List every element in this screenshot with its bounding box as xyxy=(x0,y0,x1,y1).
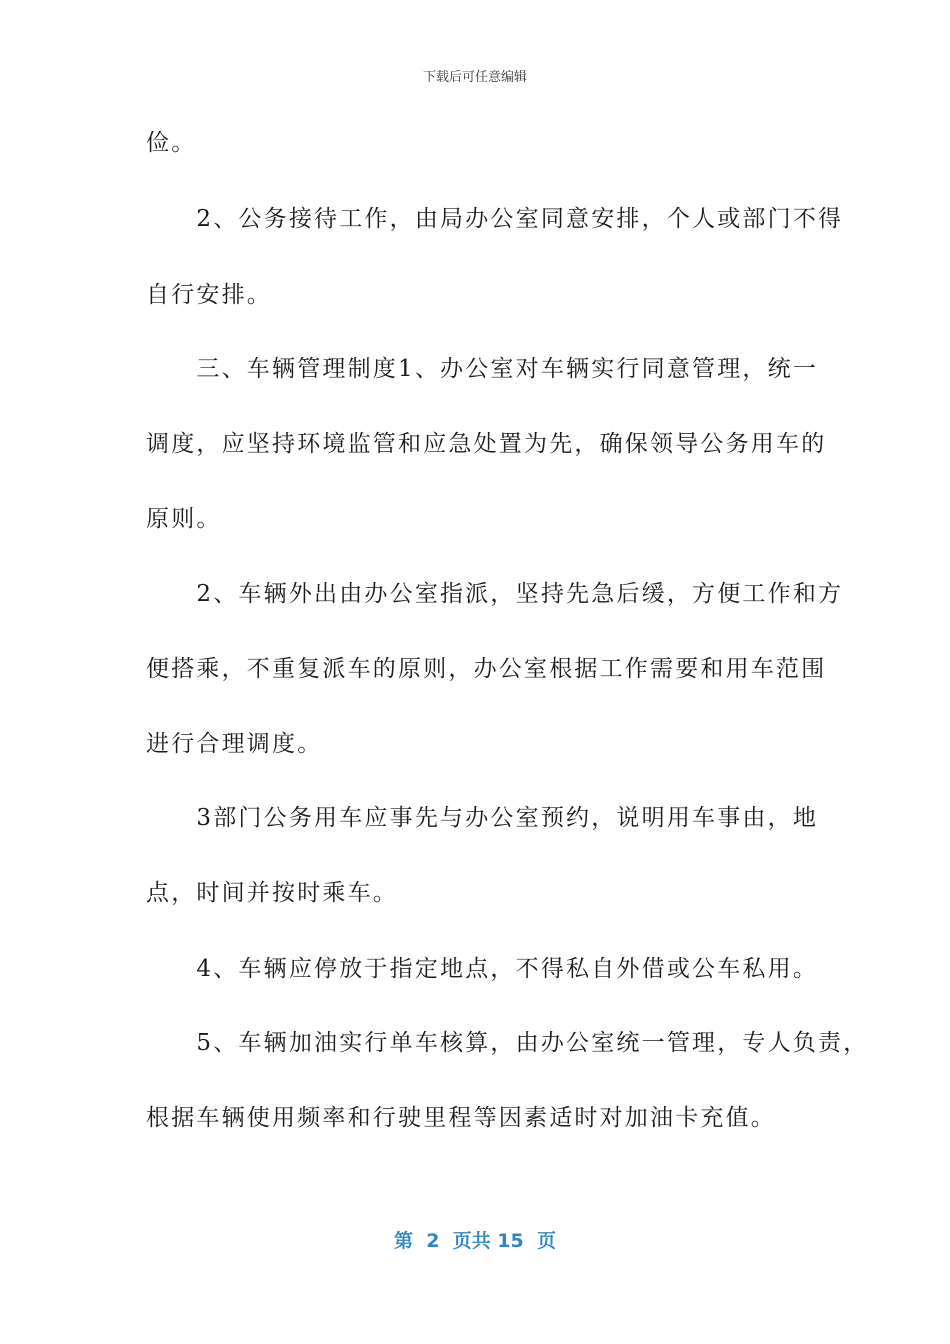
text-line: 2、公务接待工作，由局办公室同意安排，个人或部门不得 xyxy=(146,206,844,232)
text-line: 俭。 xyxy=(146,130,197,156)
text-line: 自行安排。 xyxy=(146,282,272,308)
text-line: 根据车辆使用频率和行驶里程等因素适时对加油卡充值。 xyxy=(146,1105,776,1131)
page-number: 第 2 页共 15 页 xyxy=(394,1230,556,1252)
text-line: 进行合理调度。 xyxy=(146,731,323,757)
text-line: 点，时间并按时乘车。 xyxy=(146,880,398,906)
page-header: 下载后可任意编辑 xyxy=(422,70,527,85)
text-line: 便搭乘，不重复派车的原则，办公室根据工作需要和用车范围 xyxy=(146,656,827,682)
text-line: 5、车辆加油实行单车核算，由办公室统一管理，专人负责， xyxy=(146,1030,869,1056)
text-line: 3部门公务用车应事先与办公室预约，说明用车事由，地 xyxy=(146,805,819,831)
text-line: 原则。 xyxy=(146,506,222,532)
text-line: 4、车辆应停放于指定地点，不得私自外借或公车私用。 xyxy=(146,956,819,982)
text-line: 三、车辆管理制度1、办公室对车辆实行同意管理，统一 xyxy=(146,356,819,382)
text-line: 调度，应坚持环境监管和应急处置为先，确保领导公务用车的 xyxy=(146,431,827,457)
text-line: 2、车辆外出由办公室指派，坚持先急后缓，方便工作和方 xyxy=(146,581,844,607)
